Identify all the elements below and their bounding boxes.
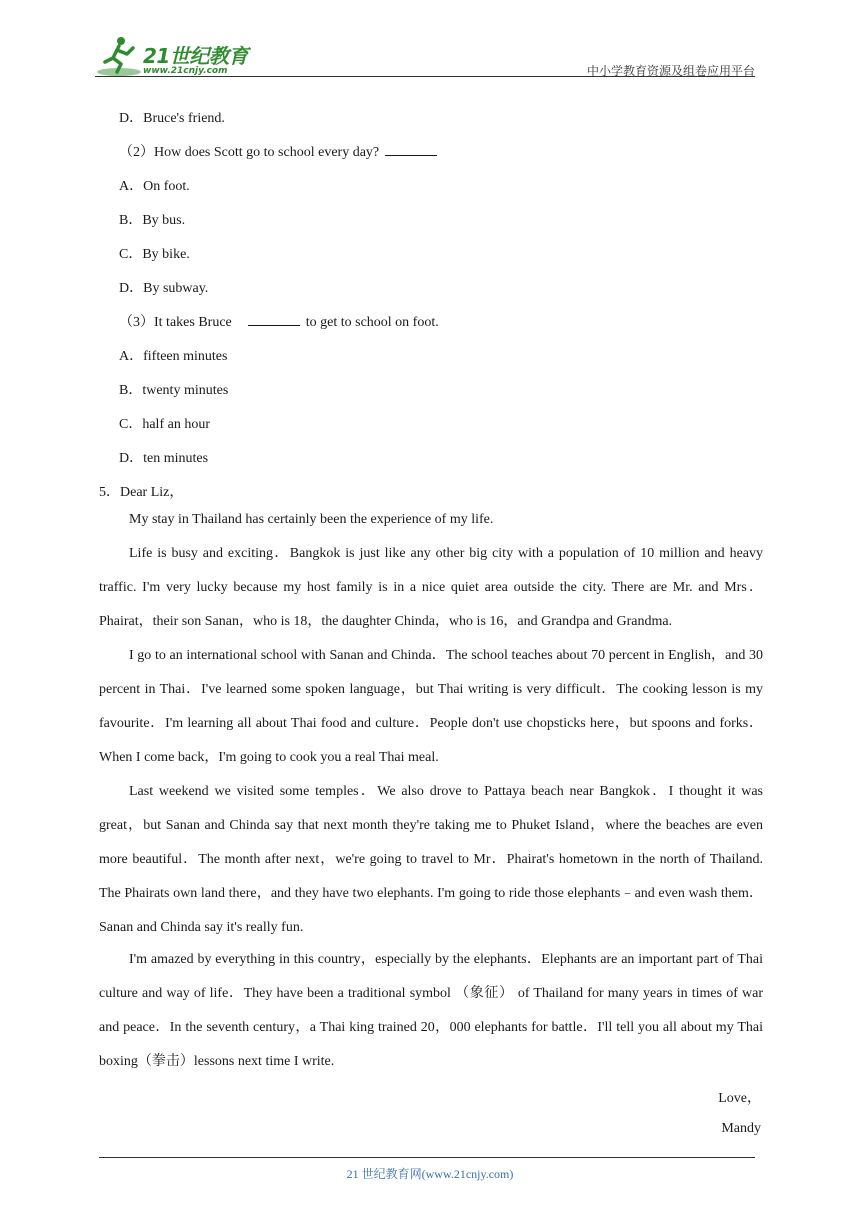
option-d: D．ten minutes [119,451,209,466]
letter-paragraph-1: My stay in Thailand has certainly been the experience of my life. [129,512,494,527]
option-a: A．On foot. [119,179,190,194]
platform-title: 中小学教育资源及组卷应用平台 [586,64,755,78]
question-text-pre: （3）It takes Bruce [119,315,232,330]
option-c: C．half an hour [119,417,210,432]
logo-text: 21世纪教育 [143,44,248,68]
option-b: B．twenty minutes [119,383,229,398]
site-logo [95,34,265,78]
logo-url: www.21cnjy.com [143,66,228,76]
letter-paragraph-4: Last weekend we visited some temples．We also drove to Pattaya beach near Bangkok．I thought it was great，but Sanan and Chinda say that next month they're taking me to Phuket Island，where the beaches are even more beautiful．The month after next，we're going to travel to Mr．Phairat's hometown in the north of Thailand. The Phairats own land there，and they have two elephants. I'm going to ride those elephants﹣and even wash them．Sanan and Chinda say it's really fun. [99,784,763,935]
footer-divider [99,1157,755,1158]
question-5-heading: 5．Dear Liz， [99,485,184,500]
letter-paragraph-2: Life is busy and exciting．Bangkok is just like any other big city with a population of 10 million and heavy traffic. I'm very lucky because my host family is in a nice quiet area outside the city. There are Mr. and Mrs．Phairat，their son Sanan，who is 18，the daughter Chinda，who is 16，and Grandpa and Grandma. [99,546,763,629]
question-text: （2）How does Scott go to school every day? [119,145,380,160]
letter-paragraph-5: I'm amazed by everything in this country，especially by the elephants．Elephants are an important part of Thai culture and way of life．They have been a traditional symbol （象征） of Thailand for many years in times of war and peace．In the seventh century，a Thai king trained 20，000 elephants for battle．I'll tell you all about my Thai boxing（拳击）lessons next time I write. [99,952,763,1069]
option-c: C．By bike. [119,247,190,262]
runner-logo-icon [95,34,143,78]
option-d-q1: D．Bruce's friend. [119,111,225,126]
question-4-2 [119,141,443,161]
page-footer: 21 世纪教育网(www.21cnjy.com) [346,1167,514,1181]
letter-signature: Mandy [721,1121,761,1136]
question-text-post: to get to school on foot. [305,315,439,330]
letter-closing: Love， [718,1091,761,1106]
option-b: B．By bus. [119,213,186,228]
answer-blank [385,143,437,156]
option-d: D．By subway. [119,281,209,296]
question-4-3 [119,311,439,331]
option-a: A．fifteen minutes [119,349,228,364]
letter-paragraph-3: I go to an international school with Sanan and Chinda．The school teaches about 70 percent in English，and 30 percent in Thai．I've learned some spoken language，but Thai writing is very difficult．The cooking lesson is my favourite．I'm learning all about Thai food and culture．People don't use chopsticks here，but spoons and forks．When I come back，I'm going to cook you a real Thai meal. [99,648,763,765]
answer-blank [248,313,300,326]
header-divider [95,76,755,77]
page-header [95,28,755,78]
